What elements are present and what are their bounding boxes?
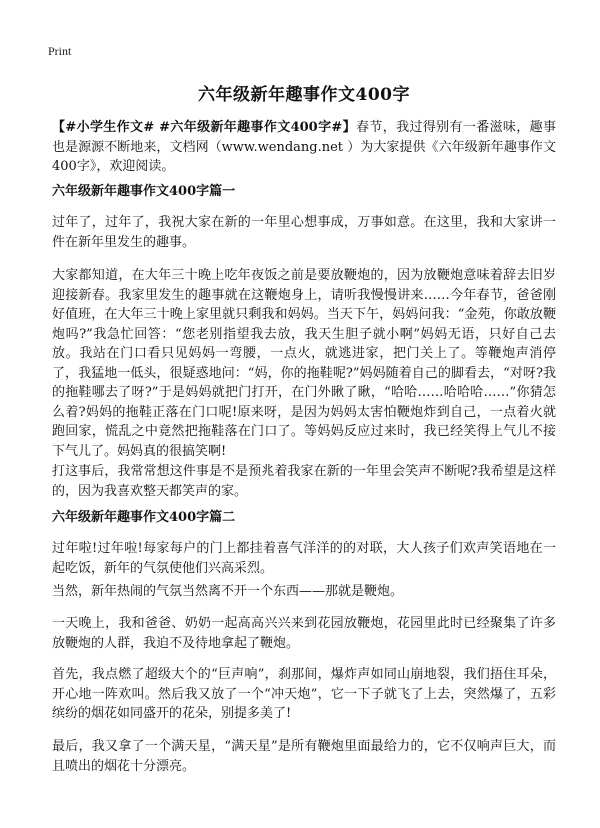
- section2-paragraph: [52, 737, 556, 776]
- section2-paragraph: [52, 665, 556, 724]
- section1-paragraph: [52, 266, 556, 461]
- section2-paragraph: [52, 582, 556, 602]
- page-title: 六年级新年趣事作文400字: [198, 85, 410, 105]
- section2-heading: 六年级新年趣事作文400字篇二: [52, 510, 236, 525]
- section2-paragraph-4: 首先，我点燃了超级大个的“巨声响”，刹那间，爆炸声如同山崩地裂，我们捂住耳朵，开心地一阵欢叫。然后我又放了一个“冲天炮”，它一下子就飞了上去，突然爆了，五彩缤纷的烟花如同盛开的花朵，别提多美了!: [52, 667, 556, 721]
- print-label: Print: [48, 44, 72, 58]
- section1-paragraph-1: 过年了，过年了，我祝大家在新的一年里心想事成，万事如意。在这里，我和大家讲一件在新年里发生的趣事。: [52, 215, 556, 250]
- section1-paragraph-2: 大家都知道，在大年三十晚上吃年夜饭之前是要放鞭炮的，因为放鞭炮意味着辞去旧岁迎接新春。我家里发生的趣事就在这鞭炮身上，请听我慢慢讲来……今年春节，爸爸刚好值班，在大年三十晚上家里就只剩我和妈妈。当天下午，妈妈问我：“金苑，你敢放鞭炮吗?”我急忙回答：“您老别指望我去放，我天生胆子就小啊”妈妈无语，只好自己去放。我站在门口看只见妈妈一弯腰，一点火，就逃进家，把门关上了。等鞭炮声消停了，我猛地一低头，很疑惑地问：“妈，你的拖鞋呢?”妈妈随着自己的脚看去，“对呀?我的拖鞋哪去了呀?”于是妈妈就把门打开，在门外瞅了瞅，“哈哈……哈哈哈……”你猜怎么着?妈妈的拖鞋正落在门口呢!原来呀，是因为妈妈太害怕鞭炮炸到自己，一点着火就跑回家，慌乱之中竟然把拖鞋落在门口了。等妈妈反应过来时，我已经笑得上气儿不接下气儿了。妈妈真的很搞笑啊!: [52, 268, 556, 459]
- section2-paragraph-2: 当然，新年热闹的气氛当然离不开一个东西——那就是鞭炮。: [52, 584, 404, 599]
- section2-paragraph-3: 一天晚上，我和爸爸、奶奶一起高高兴兴来到花园放鞭炮，花园里此时已经聚集了许多放鞭炮的人群，我迫不及待地拿起了鞭炮。: [52, 616, 556, 651]
- section2-paragraph: [52, 539, 556, 578]
- section1-paragraph: [52, 462, 556, 501]
- section1-paragraph-3: 打这事后，我常常想这件事是不是预兆着我家在新的一年里会笑声不断呢?我希望是这样的，因为我喜欢整天都笑声的家。: [52, 464, 556, 499]
- section2-paragraph: [52, 614, 556, 653]
- intro-paragraph: [52, 118, 556, 177]
- section2-paragraph-1: 过年啦!过年啦!每家每户的门上都挂着喜气洋洋的的对联，大人孩子们欢声笑语地在一起吃饭，新年的气氛使他们兴高采烈。: [52, 541, 556, 576]
- section1-paragraph: [52, 213, 556, 252]
- intro-tag: 【#小学生作文# #六年级新年趣事作文400字#】: [52, 120, 357, 135]
- section1-heading: 六年级新年趣事作文400字篇一: [52, 184, 236, 199]
- section2-paragraph-5: 最后，我又拿了一个满天星，“满天星”是所有鞭炮里面最给力的，它不仅响声巨大，而且喷出的烟花十分漂亮。: [52, 739, 556, 774]
- intro-text: 春节，我过得别有一番滋味，趣事也是源源不断地来，文档网（www.wendang.net ）为大家提供《六年级新年趣事作文400字》，欢迎阅读。: [52, 120, 556, 174]
